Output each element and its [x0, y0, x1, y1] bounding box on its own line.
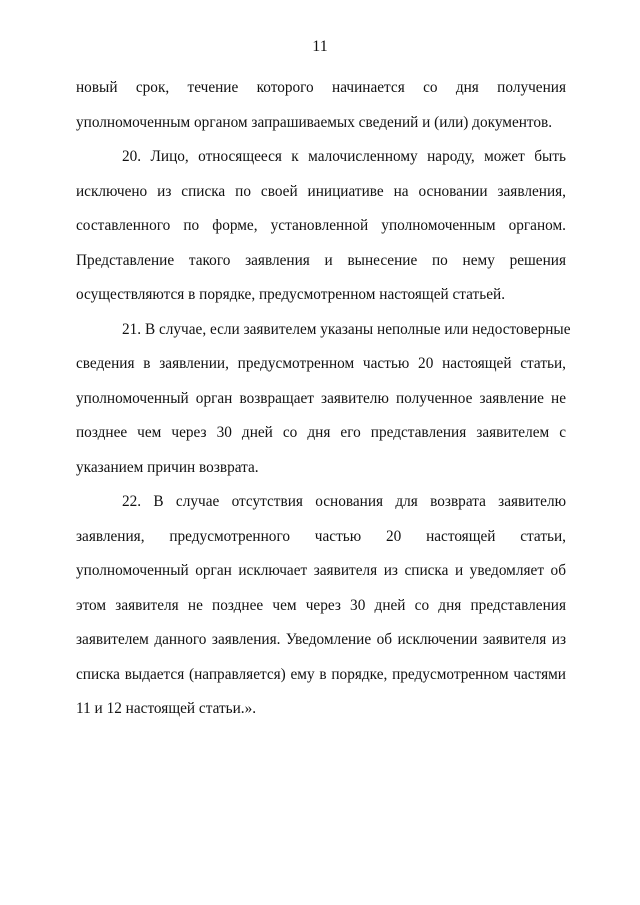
- paragraph-item-20: [76, 140, 566, 313]
- text-line: 20. Лицо, относящееся к малочисленному народу, может быть: [122, 148, 566, 165]
- text-line: уполномоченный орган возвращает заявителю полученное заявление не: [76, 389, 566, 407]
- paragraph-continuation: [76, 71, 566, 140]
- text-line: списка выдается (направляется) ему в порядке, предусмотренном частями: [76, 665, 566, 683]
- text-line: новый срок, течение которого начинается со дня получения: [76, 79, 566, 96]
- text-line: 21. В случае, если заявителем указаны неполные или недостоверные: [122, 320, 571, 338]
- text-line: указанием причин возврата.: [76, 458, 259, 476]
- text-line: осуществляются в порядке, предусмотренном настоящей статьей.: [76, 286, 506, 303]
- text-line: сведения в заявлении, предусмотренном частью 20 настоящей статьи,: [76, 355, 566, 372]
- page-number: 11: [312, 38, 328, 55]
- text-line: заявителем данного заявления. Уведомление об исключении заявителя из: [76, 631, 566, 648]
- text-line: уполномоченным органом запрашиваемых сведений и (или) документов.: [76, 113, 553, 131]
- text-line: уполномоченный орган исключает заявителя из списка и уведомляет об: [76, 562, 566, 579]
- text-line: составленного по форме, установленной уполномоченным органом.: [76, 217, 566, 234]
- text-line: позднее чем через 30 дней со дня его представления заявителем с: [76, 424, 566, 441]
- text-line: заявления, предусмотренного частью 20 настоящей статьи,: [76, 527, 566, 545]
- text-line: 11 и 12 настоящей статьи.».: [76, 700, 257, 717]
- paragraph-item-21: [76, 313, 571, 486]
- paragraph-item-22: [76, 485, 566, 727]
- text-line: этом заявителя не позднее чем через 30 дней со дня представления: [76, 596, 566, 614]
- text-line: 22. В случае отсутствия основания для возврата заявителю: [122, 493, 566, 510]
- document-body: [76, 71, 571, 727]
- text-line: исключено из списка по своей инициативе на основании заявления,: [76, 182, 566, 200]
- text-line: Представление такого заявления и вынесение по нему решения: [76, 251, 566, 269]
